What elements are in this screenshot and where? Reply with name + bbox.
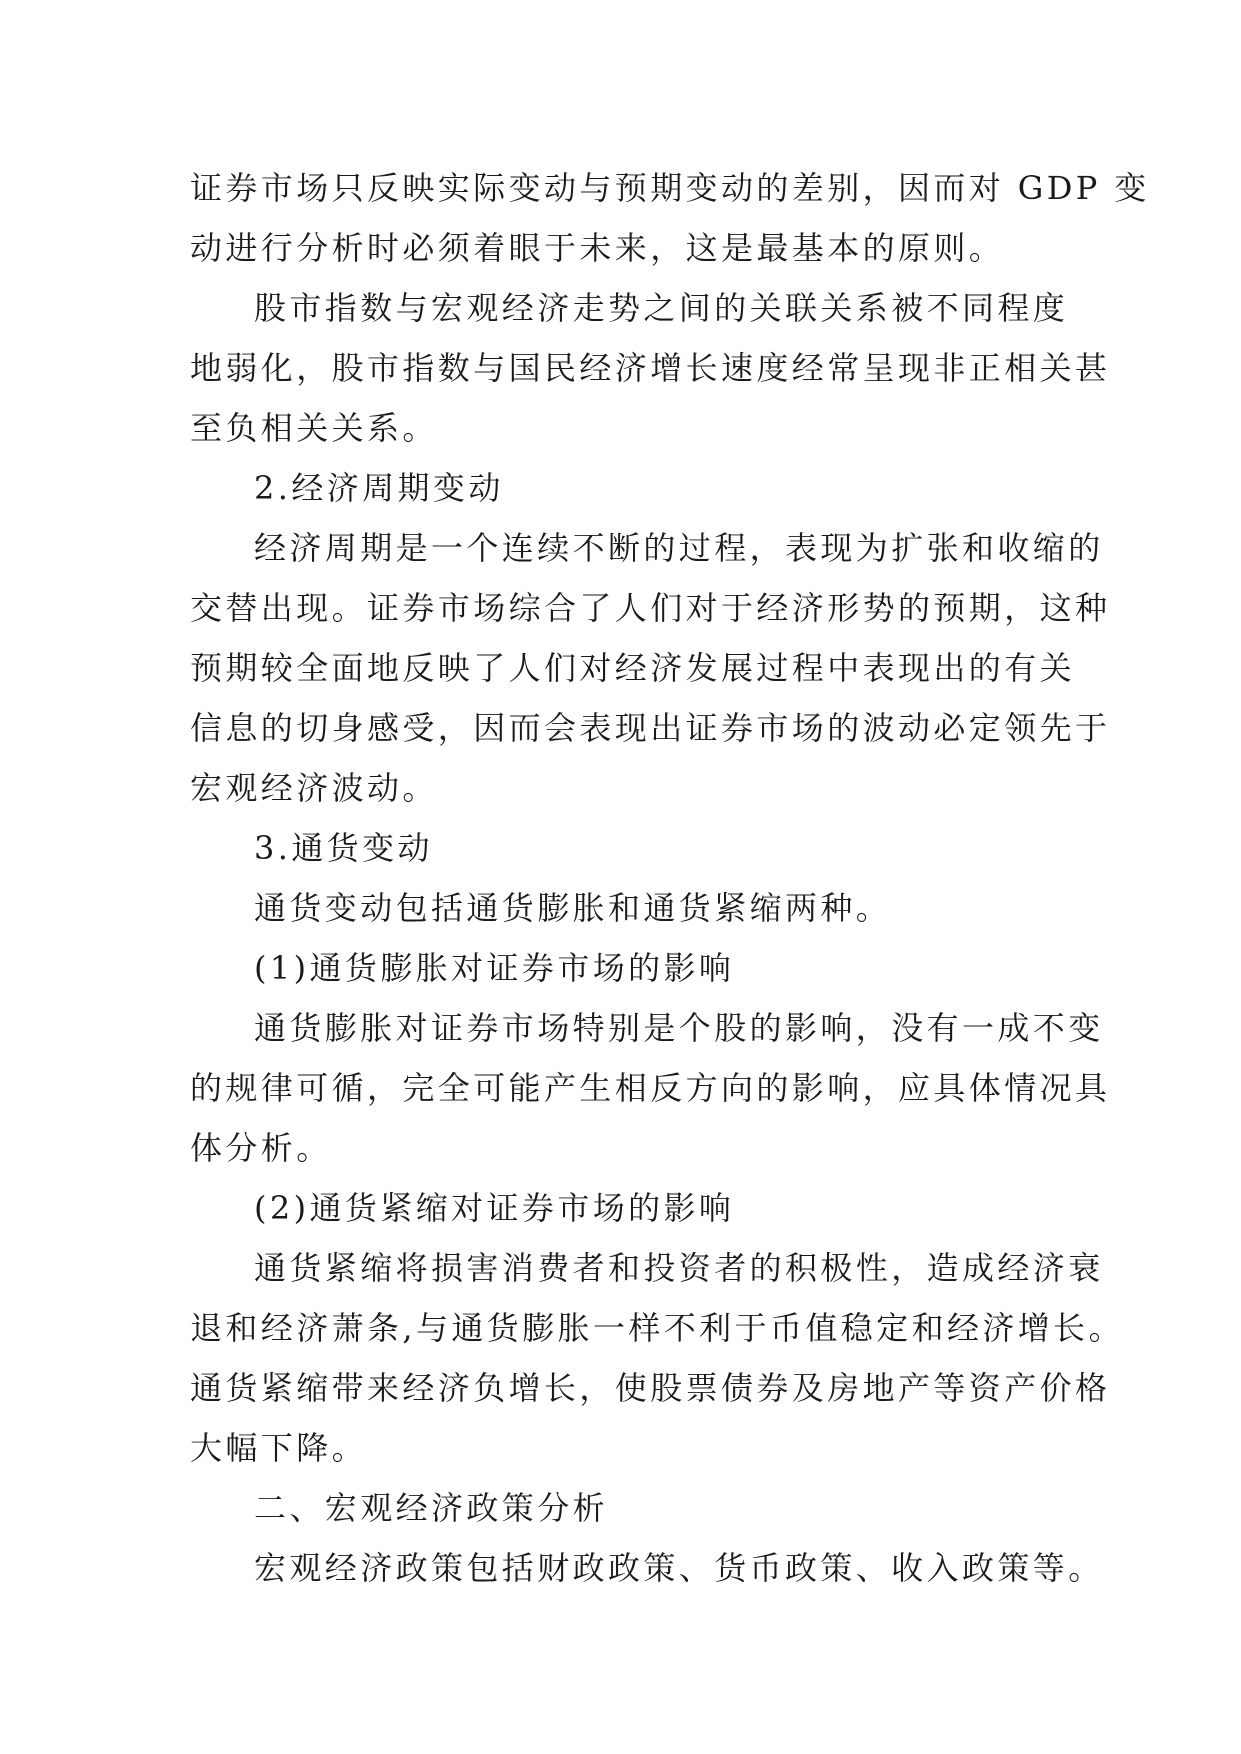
text-line: 信息的切身感受，因而会表现出证券市场的波动必定领先于	[190, 709, 1111, 747]
text-line: 动进行分析时必须着眼于未来，这是最基本的原则。	[190, 229, 1005, 267]
text-line: 体分析。	[190, 1129, 332, 1167]
section-heading: 二、宏观经济政策分析	[254, 1489, 609, 1527]
text-line: 地弱化，股市指数与国民经济增长速度经常呈现非正相关甚	[190, 349, 1111, 387]
text-line: 证券市场只反映实际变动与预期变动的差别，因而对 GDP 变	[190, 169, 1150, 207]
text-line: 通货紧缩带来经济负增长，使股票债券及房地产等资产价格	[190, 1369, 1111, 1407]
text-line: 宏观经济波动。	[190, 769, 438, 807]
text-line: 退和经济萧条,与通货膨胀一样不利于币值稳定和经济增长。	[190, 1309, 1124, 1347]
section-heading: 3.通货变动	[254, 829, 433, 867]
paragraph-start-line: 通货膨胀对证券市场特别是个股的影响，没有一成不变	[254, 1009, 1104, 1047]
document-body	[190, 158, 1150, 1598]
section-heading: 2.经济周期变动	[254, 469, 504, 507]
paragraph-start-line: 通货变动包括通货膨胀和通货紧缩两种。	[254, 889, 892, 927]
text-line: 预期较全面地反映了人们对经济发展过程中表现出的有关	[190, 649, 1076, 687]
text-line: 的规律可循，完全可能产生相反方向的影响，应具体情况具	[190, 1069, 1111, 1107]
text-line: 大幅下降。	[190, 1429, 368, 1467]
subsection-heading: (1)通货膨胀对证券市场的影响	[254, 949, 735, 987]
paragraph-start-line: 股市指数与宏观经济走势之间的关联关系被不同程度	[254, 289, 1069, 327]
paragraph-start-line: 经济周期是一个连续不断的过程，表现为扩张和收缩的	[254, 529, 1104, 567]
text-line: 交替出现。证券市场综合了人们对于经济形势的预期，这种	[190, 589, 1111, 627]
paragraph-start-line: 宏观经济政策包括财政政策、货币政策、收入政策等。	[254, 1549, 1104, 1587]
paragraph-start-line: 通货紧缩将损害消费者和投资者的积极性，造成经济衰	[254, 1249, 1104, 1287]
subsection-heading: (2)通货紧缩对证券市场的影响	[254, 1189, 735, 1227]
text-line: 至负相关关系。	[190, 409, 438, 447]
